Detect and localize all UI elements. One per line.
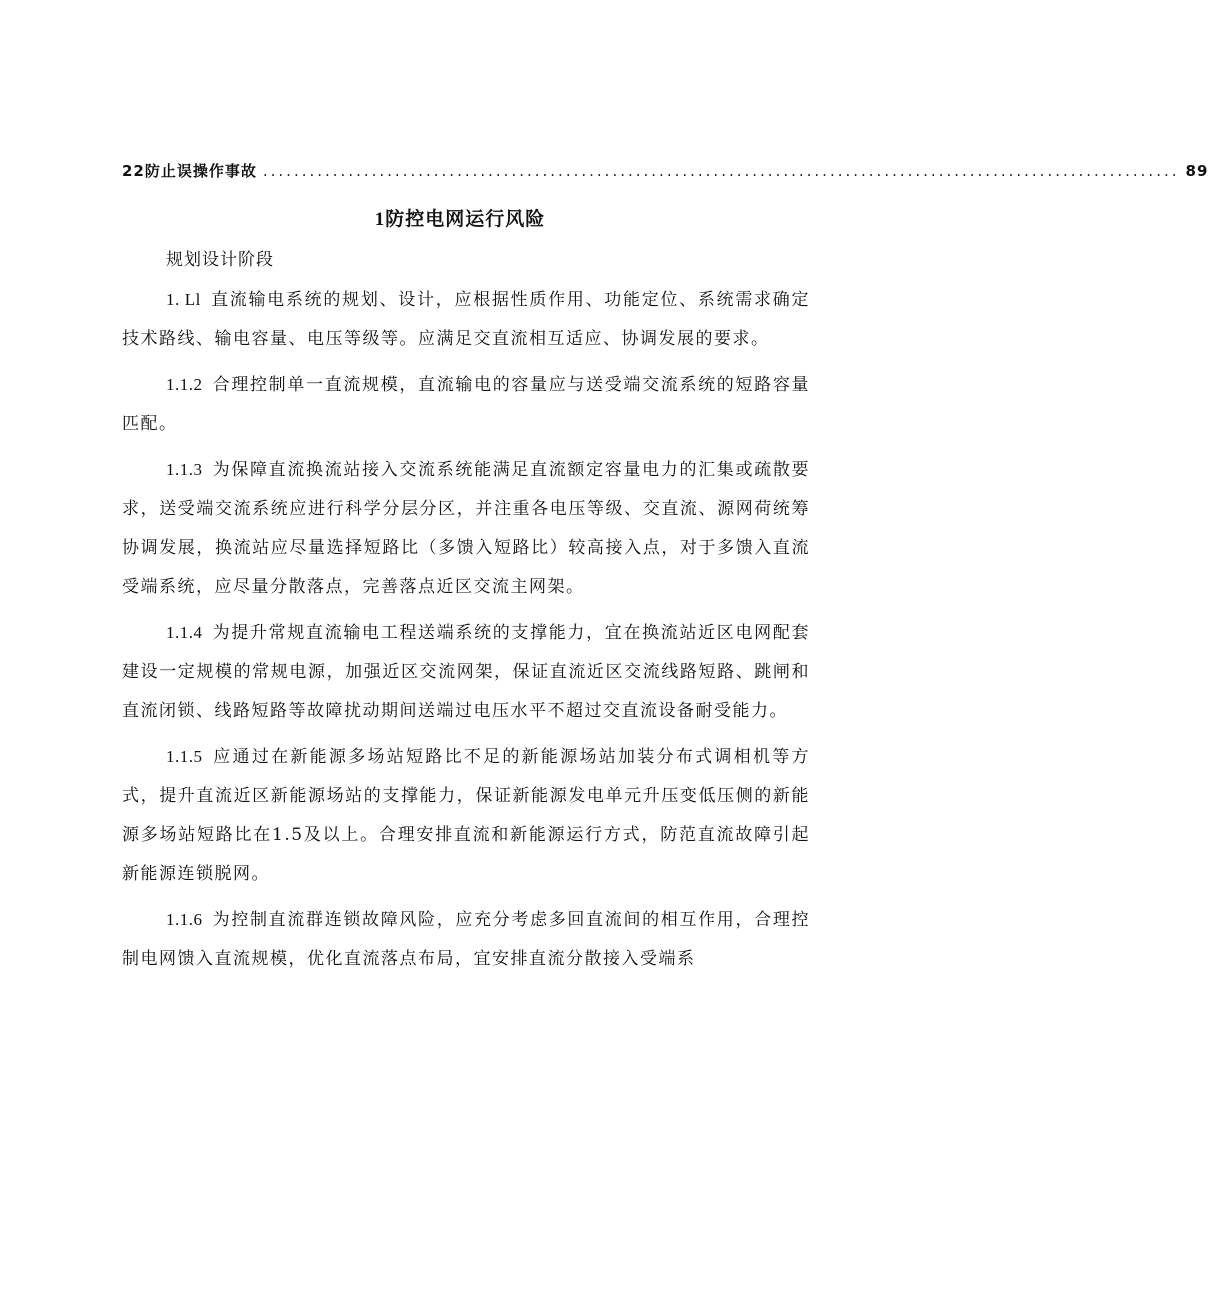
section-title: 防控电网运行风险: [385, 208, 546, 230]
toc-leader-dots: ......................................................................................................................: [262, 162, 1180, 180]
stage-label: 规划设计阶段: [166, 250, 274, 270]
clause-text: 合理控制单一直流规模，直流输电的容量应与送受端交流系统的短路容量匹配。: [122, 375, 810, 434]
section-heading: [0, 204, 920, 231]
toc-page-number: 89: [1185, 162, 1208, 180]
clause-number: 1.1.3: [166, 460, 203, 479]
clause-number: 1.1.4: [166, 623, 203, 642]
clause-paragraph: [122, 900, 810, 979]
toc-entry-title: 22防止误操作事故: [122, 162, 257, 180]
clause-paragraph: [122, 280, 810, 359]
clause-text: 直流输电系统的规划、设计，应根据性质作用、功能定位、系统需求确定技术路线、输电容量、电压等级等。应满足交直流相互适应、协调发展的要求。: [122, 290, 811, 349]
clause-paragraph: [122, 613, 810, 731]
clause-text: 为提升常规直流输电工程送端系统的支撑能力，宜在换流站近区电网配套建设一定规模的常规电源，加强近区交流网架，保证直流近区交流线路短路、跳闸和直流闭锁、线路短路等故障扰动期间送端过电压水平不超过交直流设备耐受能力。: [122, 623, 810, 721]
clause-paragraph: [122, 450, 810, 607]
clause-text: 应通过在新能源多场站短路比不足的新能源场站加装分布式调相机等方式，提升直流近区新能源场站的支撑能力，保证新能源发电单元升压变低压侧的新能源多场站短路比在1.5及以上。合理安排直流和新能源运行方式，防范直流故障引起新能源连锁脱网。: [122, 747, 810, 884]
toc-entry[interactable]: [122, 160, 1208, 181]
clause-paragraph: [122, 737, 810, 894]
clause-text: 为控制直流群连锁故障风险，应充分考虑多回直流间的相互作用，合理控制电网馈入直流规模，优化直流落点布局，宜安排直流分散接入受端系: [122, 910, 810, 969]
clause-text: 为保障直流换流站接入交流系统能满足直流额定容量电力的汇集或疏散要求，送受端交流系统应进行科学分层分区，并注重各电压等级、交直流、源网荷统筹协调发展，换流站应尽量选择短路比（多馈入短路比）较高接入点，对于多馈入直流受端系统，应尽量分散落点，完善落点近区交流主网架。: [122, 460, 810, 597]
clause-paragraph: [122, 365, 810, 444]
document-body: [122, 240, 810, 985]
clause-number: 1. Ll: [166, 290, 201, 309]
clause-number: 1.1.2: [166, 375, 203, 394]
clause-number: 1.1.5: [166, 747, 203, 766]
section-number: 1: [374, 209, 386, 230]
clause-number: 1.1.6: [166, 910, 203, 929]
